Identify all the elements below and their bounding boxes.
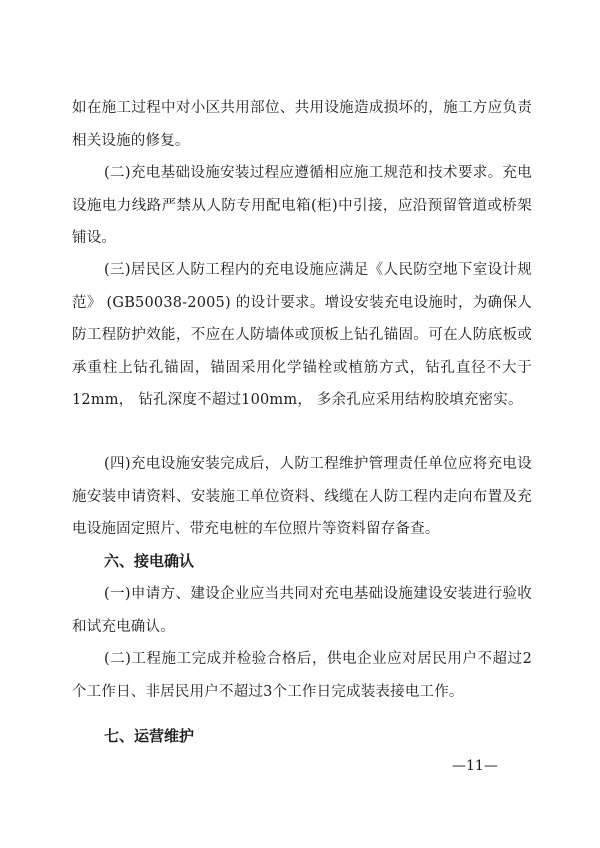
- page-number: —11—: [452, 758, 498, 774]
- paragraph-archive-records: (四)充电设施安装完成后，人防工程维护管理责任单位应将充电设施安装申请资料、安装施工单位资料、线缆在人防工程内走向布置及充电设施固定照片、带充电桩的车位照片等资料留存备查。: [72, 456, 532, 537]
- paragraph-construction-norms: (二)充电基础设施安装过程应遵循相应施工规范和技术要求。充电设施电力线路严禁从人防专用配电箱(柜)中引接，应沿预留管道或桥架铺设。: [72, 165, 532, 246]
- paragraph-continuation: 如在施工过程中对小区共用部位、共用设施造成损坏的，施工方应负责相关设施的修复。: [72, 100, 532, 149]
- paragraph-civil-defense-requirements: (三)居民区人防工程内的充电设施应满足《人民防空地下室设计规范》 (GB50038-2005) 的设计要求。增设安装充电设施时，为确保人防工程防护效能，不应在人防墙体或顶板上钻孔锚固。可在人防底板或承重柱上钻孔锚固，锚固采用化学锚栓或植筋方式，钻孔直径不大于12mm， 钻孔深度不超过100mm， 多余孔应采用结构胶填充密实。: [72, 262, 532, 408]
- section-heading-power-connection: 六、接电确认: [104, 552, 195, 570]
- section-heading-operation-maintenance: 七、运营维护: [104, 727, 195, 745]
- paragraph-acceptance-test: (一)申请方、建设企业应当共同对充电基础设施建设安装进行验收和试充电确认。: [72, 586, 532, 635]
- paragraph-meter-installation: (二)工程施工完成并检验合格后，供电企业应对居民用户不超过2个工作日、非居民用户不超过3个工作日完成装表接电工作。: [72, 651, 532, 700]
